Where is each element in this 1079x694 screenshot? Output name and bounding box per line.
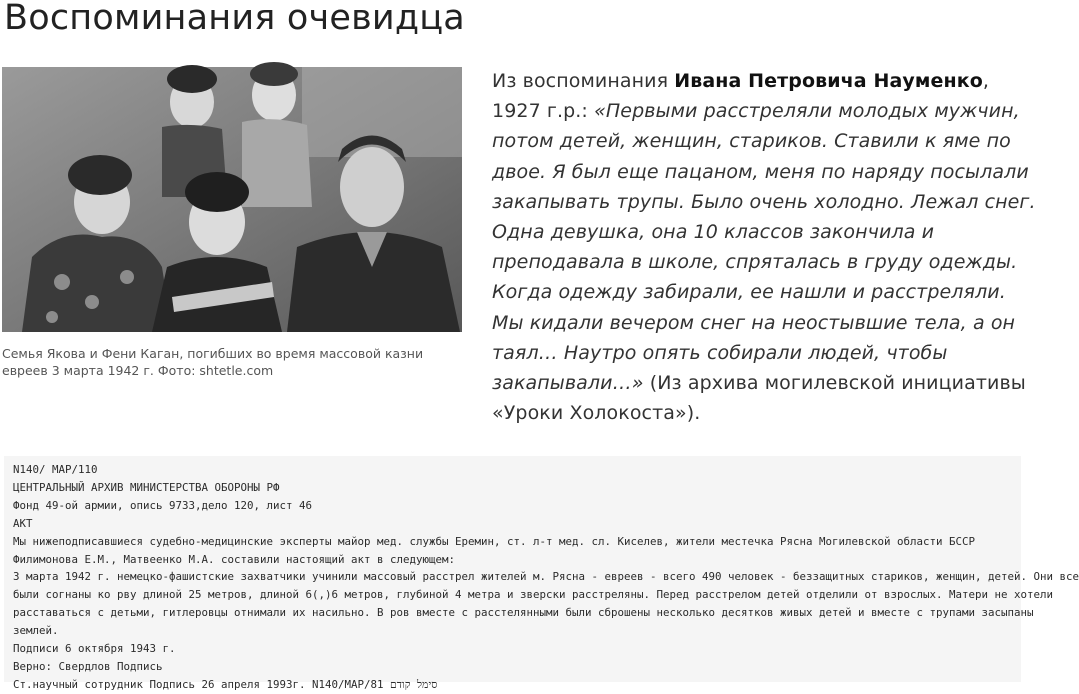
document-line: 3 марта 1942 г. немецко-фашистские захватчики учинили массовый расстрел жителей м. Рясна - евреев - всего 490 человек - беззащитных стариков, женщин, детей. Они все: [13, 570, 1079, 584]
family-photo: [2, 67, 462, 332]
quote-source: (Из архива могилевской инициативы «Уроки Холокоста»).: [492, 372, 1026, 425]
archive-document: [4, 456, 1079, 691]
eyewitness-quote: [492, 66, 1037, 428]
document-line: расставаться с детьми, гитлеровцы отнимали их насильно. В ров вместе с расстелянными были сброшены несколько десятков живых детей и вместе с трупами засыпаны: [13, 606, 1034, 620]
document-line: ЦЕНТРАЛЬНЫЙ АРХИВ МИНИСТЕРСТВА ОБОРОНЫ РФ: [13, 480, 280, 494]
document-line: Ст.научный сотрудник Подпись 26 апреля 1993г. N140/МАР/81 סימל קודם: [13, 677, 438, 691]
photo-caption: Семья Якова и Фени Каган, погибших во время массовой казни евреев 3 марта 1942 г. Фото: shtetle.com: [2, 346, 424, 378]
document-line: N140/ MAP/110: [13, 463, 98, 476]
document-line: Верно: Свердлов Подпись: [13, 659, 163, 673]
family-photo-image: [2, 67, 462, 332]
document-line: Филимонова Е.М., Матвеенко М.А. составили настоящий акт в следующем:: [13, 552, 456, 566]
document-line: были согнаны ко рву длиной 25 метров, длиной 6(,)6 метров, глубиной 4 метра и зверски расстреляны. Перед расстрелом детей отделили от взрослых. Матери не хотели: [13, 588, 1054, 602]
quote-intro: Из воспоминания: [492, 70, 675, 92]
document-line: Фонд 49-ой армии, опись 9733,дело 120, лист 46: [13, 498, 313, 512]
quote-year: , 1927 г.р.:: [492, 70, 989, 123]
document-line: землей.: [13, 624, 59, 638]
page-title: Воспоминания очевидца: [4, 0, 465, 38]
quote-text: «Первыми расстреляли молодых мужчин, потом детей, женщин, стариков. Ставили к яме по двое. Я был еще пацаном, меня по наряду посылали закапывать трупы. Было очень холодно. Лежал снег. Одна девушка, она 10 классов закончила и преподавала в школе, спряталась в груду одежды. Когда одежду забирали, ее нашли и расстреляли. Мы кидали вечером снег на неостывшие тела, а он таял… Наутро опять собирали людей, чтобы закапывали…»: [492, 100, 1036, 395]
quote-person-name: Ивана Петровича Науменко: [674, 70, 983, 92]
document-line: Подписи 6 октября 1943 г.: [13, 642, 176, 656]
document-line: Мы нижеподписавшиеся судебно-медицинские эксперты майор мед. службы Еремин, ст. л-т мед. сл. Киселев, жители местечка Рясна Могилевской области БССР: [13, 534, 976, 548]
document-line: АКТ: [13, 516, 33, 530]
